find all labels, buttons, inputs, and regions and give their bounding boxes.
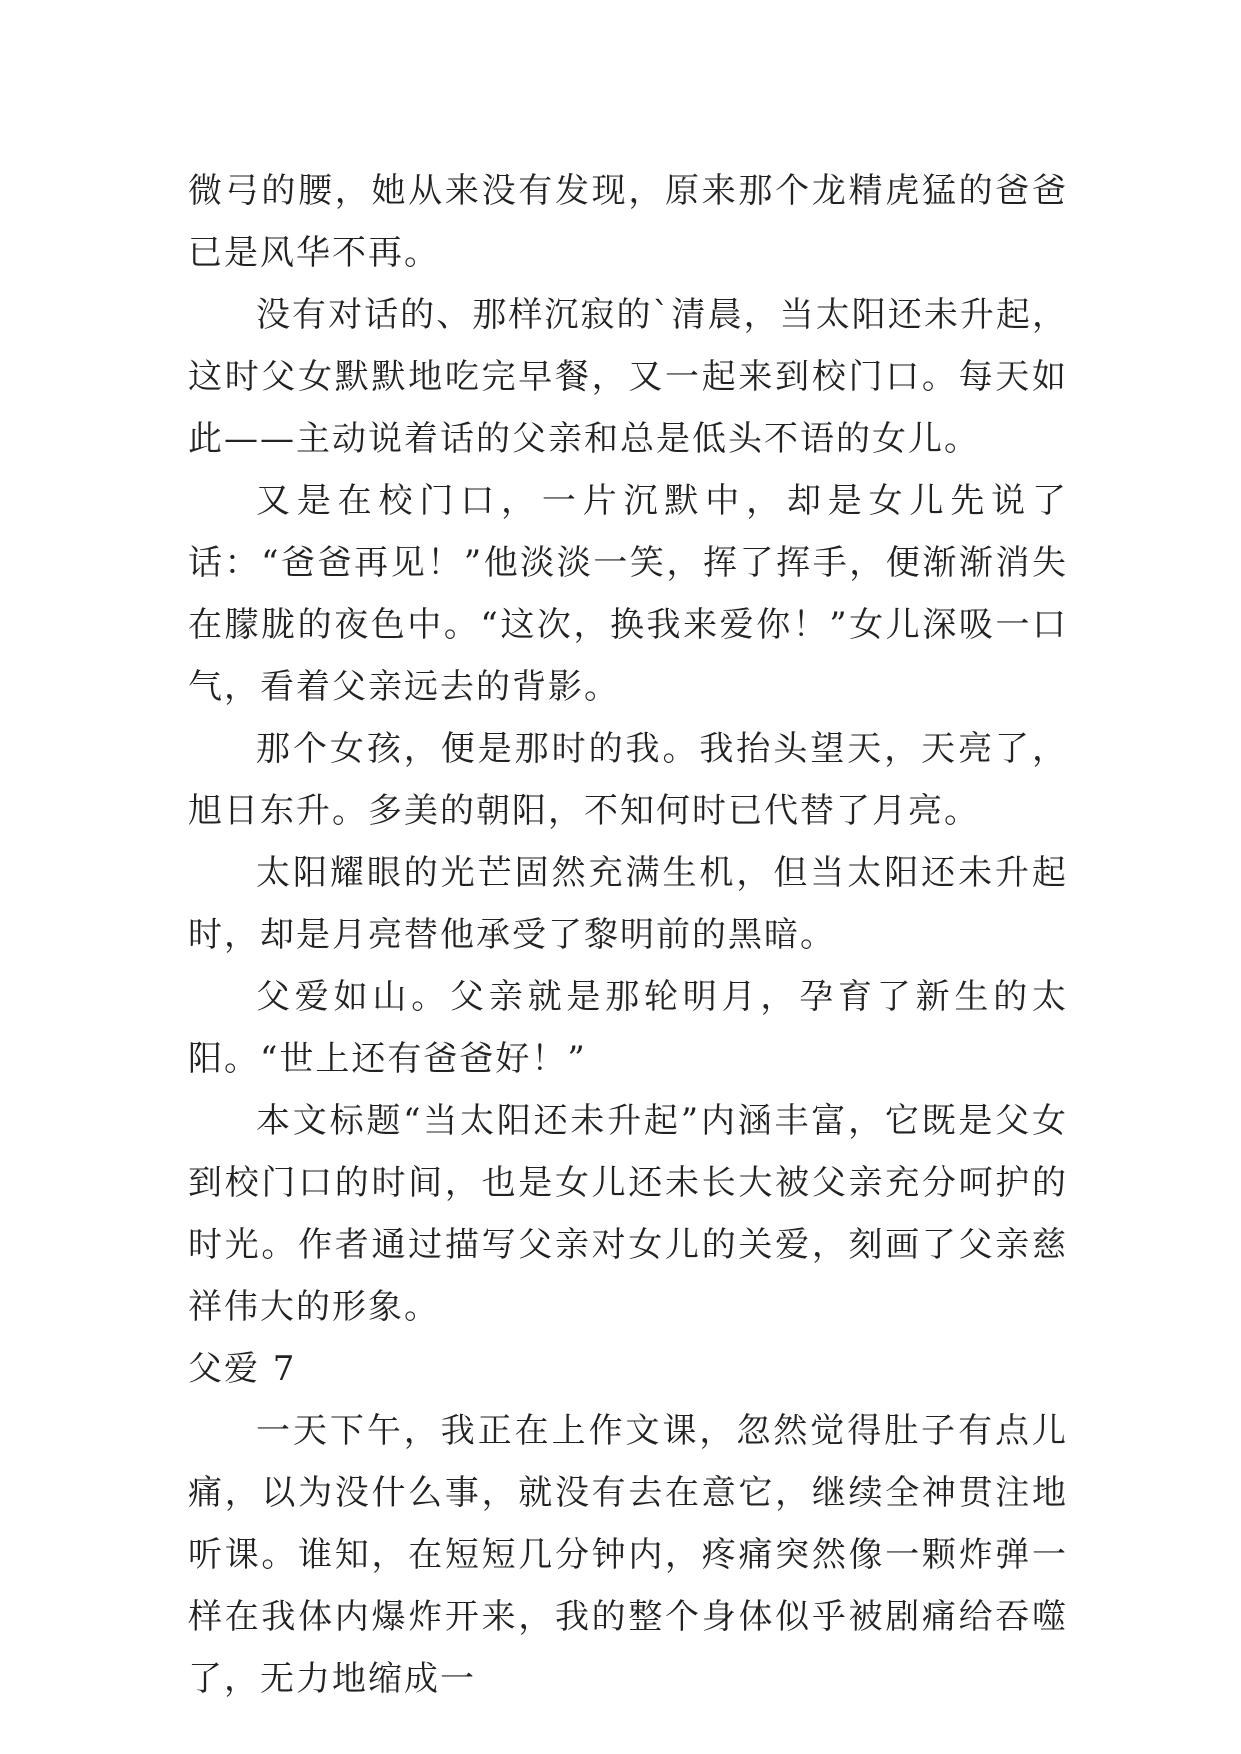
section-heading: 父爱 7 — [188, 1349, 297, 1389]
paragraph-4: 那个女孩，便是那时的我。我抬头望天，天亮了，旭日东升。多美的朝阳，不知何时已代替了月亮。 — [188, 729, 1068, 831]
paragraph-3: 又是在校门口，一片沉默中，却是女儿先说了话：“爸爸再见！”他淡淡一笑，挥了挥手，便渐渐消失在朦胧的夜色中。“这次，换我来爱你！”女儿深吸一口气，看着父亲远去的背影。 — [188, 481, 1068, 707]
document-body — [188, 160, 1068, 1710]
paragraph-2: 没有对话的、那样沉寂的`清晨，当太阳还未升起，这时父女默默地吃完早餐，又一起来到校门口。每天如此——主动说着话的父亲和总是低头不语的女儿。 — [188, 295, 1068, 459]
paragraph-5: 太阳耀眼的光芒固然充满生机，但当太阳还未升起时，却是月亮替他承受了黎明前的黑暗。 — [188, 853, 1068, 955]
paragraph-7: 本文标题“当太阳还未升起”内涵丰富，它既是父女到校门口的时间，也是女儿还未长大被父亲充分呵护的时光。作者通过描写父亲对女儿的关爱，刻画了父亲慈祥伟大的形象。 — [188, 1101, 1068, 1327]
paragraph-6: 父爱如山。父亲就是那轮明月，孕育了新生的太阳。“世上还有爸爸好！” — [188, 977, 1068, 1079]
paragraph-1: 微弓的腰，她从来没有发现，原来那个龙精虎猛的爸爸已是风华不再。 — [188, 171, 1068, 273]
paragraph-8: 一天下午，我正在上作文课，忽然觉得肚子有点儿痛，以为没什么事，就没有去在意它，继续全神贯注地听课。谁知，在短短几分钟内，疼痛突然像一颗炸弹一样在我体内爆炸开来，我的整个身体似乎被剧痛给吞噬了，无力地缩成一 — [188, 1411, 1068, 1699]
